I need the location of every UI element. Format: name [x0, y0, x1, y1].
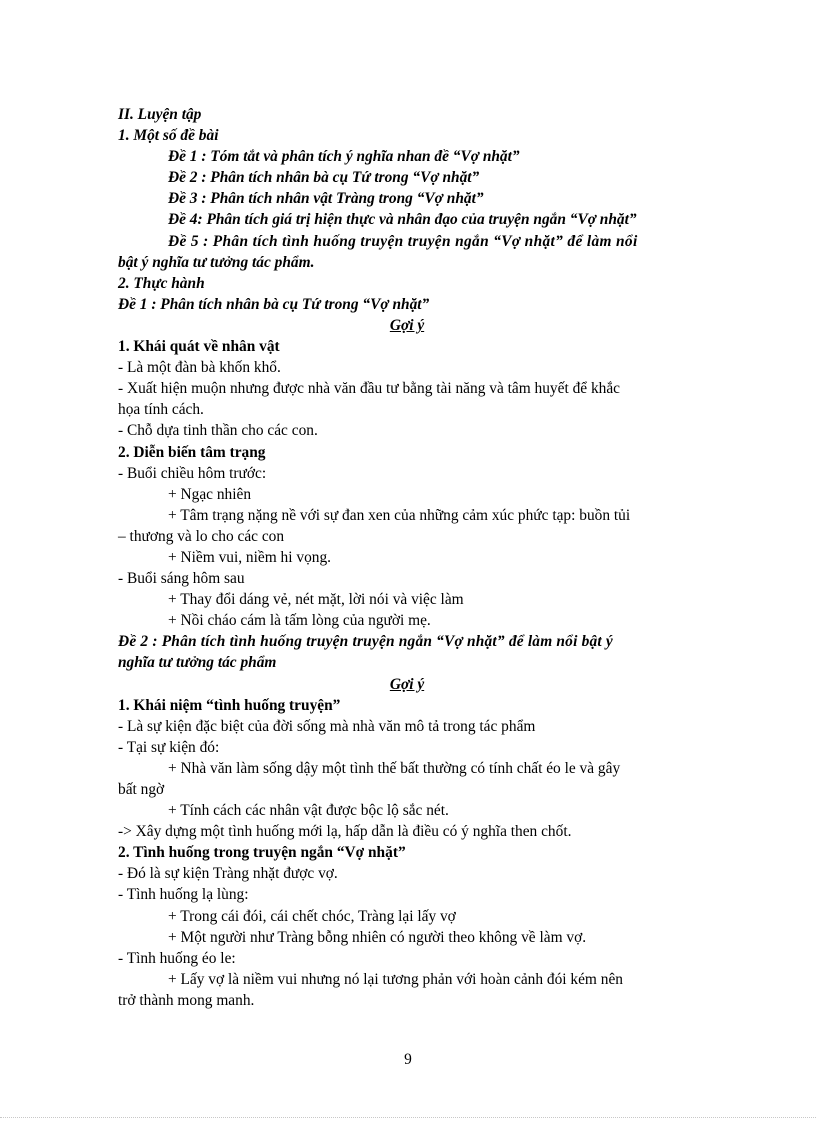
footer-divider — [0, 1117, 816, 1118]
section-heading: II. Luyện tập — [118, 106, 202, 123]
text-line: họa tính cách. — [118, 401, 204, 419]
subsection-heading: 1. Một số đề bài — [118, 127, 219, 145]
text-line: + Lấy vợ là niềm vui nhưng nó lại tương phản với hoàn cảnh đói kém nên — [168, 970, 623, 988]
essay-title: Đề 1 : Phân tích nhân bà cụ Tứ trong “Vợ nhặt” — [118, 295, 430, 313]
point-heading: 2. Diễn biến tâm trạng — [118, 443, 266, 461]
topic-item-continued: bật ý nghĩa tư tưởng tác phẩm. — [118, 253, 315, 271]
text-line: + Tính cách các nhân vật được bộc lộ sắc nét. — [168, 802, 449, 820]
point-heading: 1. Khái quát về nhân vật — [118, 338, 280, 356]
point-heading: 2. Tình huống trong truyện ngắn “Vợ nhặt” — [118, 844, 406, 862]
text-line: - Là sự kiện đặc biệt của đời sống mà nhà văn mô tả trong tác phẩm — [118, 717, 536, 735]
text-line: + Thay đổi dáng vẻ, nét mặt, lời nói và việc làm — [168, 591, 464, 609]
text-line: - Tình huống lạ lùng: — [118, 886, 249, 904]
page-content — [118, 104, 696, 1011]
text-line: + Một người như Tràng bỗng nhiên có người theo không về làm vợ. — [168, 928, 587, 946]
text-line: – thương và lo cho các con — [118, 527, 285, 545]
essay-title-continued: nghĩa tư tưởng tác phẩm — [118, 654, 277, 672]
text-line: - Tại sự kiện đó: — [118, 738, 220, 756]
text-line: trở thành mong manh. — [118, 991, 255, 1009]
text-line: - Buổi sáng hôm sau — [118, 570, 245, 588]
text-line: - Đó là sự kiện Tràng nhặt được vợ. — [118, 865, 338, 883]
text-line: + Nồi cháo cám là tấm lòng của người mẹ. — [168, 612, 431, 630]
text-line: -> Xây dựng một tình huống mới lạ, hấp dẫn là điều có ý nghĩa then chốt. — [118, 823, 572, 841]
hint-label: Gợi ý — [389, 316, 425, 334]
subsection-heading: 2. Thực hành — [118, 274, 205, 292]
text-line: + Tâm trạng nặng nề với sự đan xen của những cảm xúc phức tạp: buồn tủi — [168, 506, 631, 524]
point-heading: 1. Khái niệm “tình huống truyện” — [118, 696, 341, 714]
topic-item: Đề 4: Phân tích giá trị hiện thực và nhân đạo của truyện ngắn “Vợ nhặt” — [168, 211, 637, 229]
text-line: - Tình huống éo le: — [118, 949, 236, 967]
text-line: - Buổi chiều hôm trước: — [118, 464, 267, 482]
essay-title: Đề 2 : Phân tích tình huống truyện truyện ngắn “Vợ nhặt” để làm nổi bật ý — [118, 633, 613, 651]
topic-item: Đề 3 : Phân tích nhân vật Tràng trong “Vợ nhặt” — [168, 190, 484, 208]
text-line: + Trong cái đói, cái chết chóc, Tràng lại lấy vợ — [168, 907, 456, 925]
text-line: bất ngờ — [118, 781, 165, 798]
page-number: 9 — [404, 1051, 412, 1068]
topic-item: Đề 2 : Phân tích nhân bà cụ Tứ trong “Vợ nhặt” — [168, 169, 480, 187]
text-line: - Là một đàn bà khốn khổ. — [118, 359, 281, 377]
hint-label: Gợi ý — [389, 675, 425, 693]
text-line: - Xuất hiện muộn nhưng được nhà văn đầu tư bằng tài năng và tâm huyết để khắc — [118, 380, 621, 398]
text-line: + Nhà văn làm sống dậy một tình thế bất thường có tính chất éo le và gây — [168, 759, 621, 777]
text-line: + Niềm vui, niềm hi vọng. — [168, 548, 331, 566]
text-line: + Ngạc nhiên — [168, 485, 252, 503]
topic-item: Đề 5 : Phân tích tình huống truyện truyện ngắn “Vợ nhặt” để làm nổi — [168, 232, 638, 250]
text-line: - Chỗ dựa tinh thần cho các con. — [118, 422, 318, 440]
topic-item: Đề 1 : Tóm tắt và phân tích ý nghĩa nhan đề “Vợ nhặt” — [168, 148, 520, 166]
